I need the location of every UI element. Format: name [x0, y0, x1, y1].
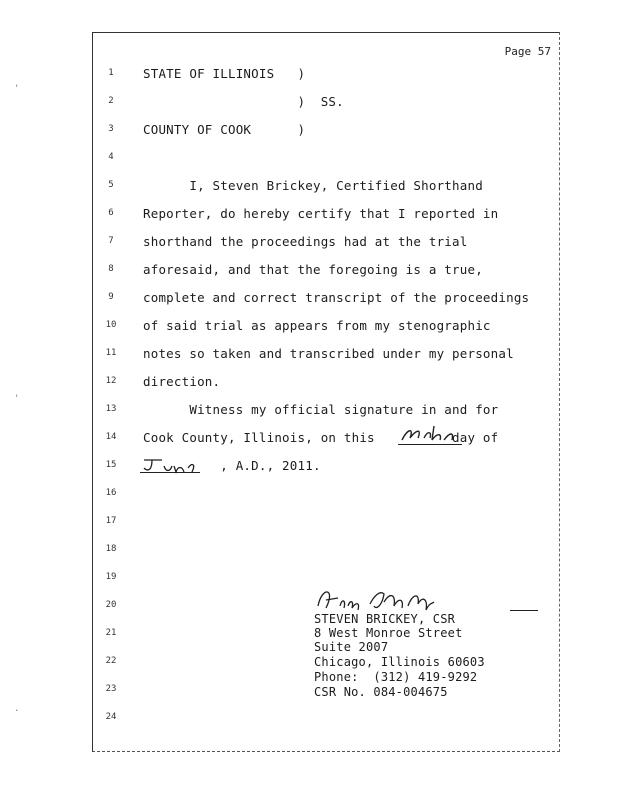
reporter-csr: CSR No. 084-004675 — [314, 685, 448, 699]
line-number: 9 — [108, 292, 114, 302]
transcript-line: of said trial as appears from my stenographic — [143, 318, 491, 333]
scan-mark: ' — [14, 84, 20, 94]
handwritten-day — [398, 424, 464, 446]
transcript-line: Witness my official signature in and for — [143, 402, 499, 417]
handwritten-month — [140, 456, 202, 476]
line-number: 14 — [105, 432, 117, 442]
line-number: 21 — [105, 628, 117, 638]
transcript-line: direction. — [143, 374, 221, 389]
line-number: 15 — [105, 460, 117, 470]
line-number: 1 — [108, 68, 114, 78]
page-number: Page 57 — [504, 45, 551, 58]
reporter-suite: Suite 2007 — [314, 640, 389, 654]
reporter-city: Chicago, Illinois 60603 — [314, 655, 485, 669]
line-number: 3 — [108, 124, 114, 134]
line-number: 18 — [105, 544, 117, 554]
transcript-line: I, Steven Brickey, Certified Shorthand — [143, 178, 483, 193]
line-number: 12 — [105, 376, 117, 386]
transcript-line: aforesaid, and that the foregoing is a true, — [143, 262, 483, 277]
line-number: 22 — [105, 656, 117, 666]
reporter-name: STEVEN BRICKEY, CSR — [314, 612, 456, 626]
line-number: 4 — [108, 152, 114, 162]
reporter-address: 8 West Monroe Street — [314, 626, 463, 640]
transcript-line: STATE OF ILLINOIS ) — [143, 66, 306, 81]
scan-mark: ' — [14, 394, 20, 404]
transcript-line: shorthand the proceedings had at the trial — [143, 234, 468, 249]
transcript-line: Reporter, do hereby certify that I reported in — [143, 206, 499, 221]
line-number: 20 — [105, 600, 117, 610]
line-number: 16 — [105, 488, 117, 498]
transcript-line: , A.D., 2011. — [143, 458, 321, 473]
line-number: 11 — [105, 348, 117, 358]
line-number: 2 — [108, 96, 114, 106]
line-number: 13 — [105, 404, 117, 414]
transcript-line: COUNTY OF COOK ) — [143, 122, 306, 137]
reporter-phone: Phone: (312) 419-9292 — [314, 670, 478, 684]
line-number: 23 — [105, 684, 117, 694]
line-number: 8 — [108, 264, 114, 274]
transcript-line: notes so taken and transcribed under my personal — [143, 346, 514, 361]
line-number: 10 — [105, 320, 117, 330]
transcript-line: ) SS. — [143, 94, 344, 109]
line-number: 6 — [108, 208, 114, 218]
line-number: 19 — [105, 572, 117, 582]
transcript-line: complete and correct transcript of the proceedings — [143, 290, 530, 305]
signature-rule — [510, 610, 538, 611]
transcript-line: Cook County, Illinois, on this day of — [143, 430, 499, 445]
line-number: 24 — [105, 712, 117, 722]
line-number: 17 — [105, 516, 117, 526]
scan-mark: . — [14, 704, 20, 714]
line-number: 7 — [108, 236, 114, 246]
line-number: 5 — [108, 180, 114, 190]
